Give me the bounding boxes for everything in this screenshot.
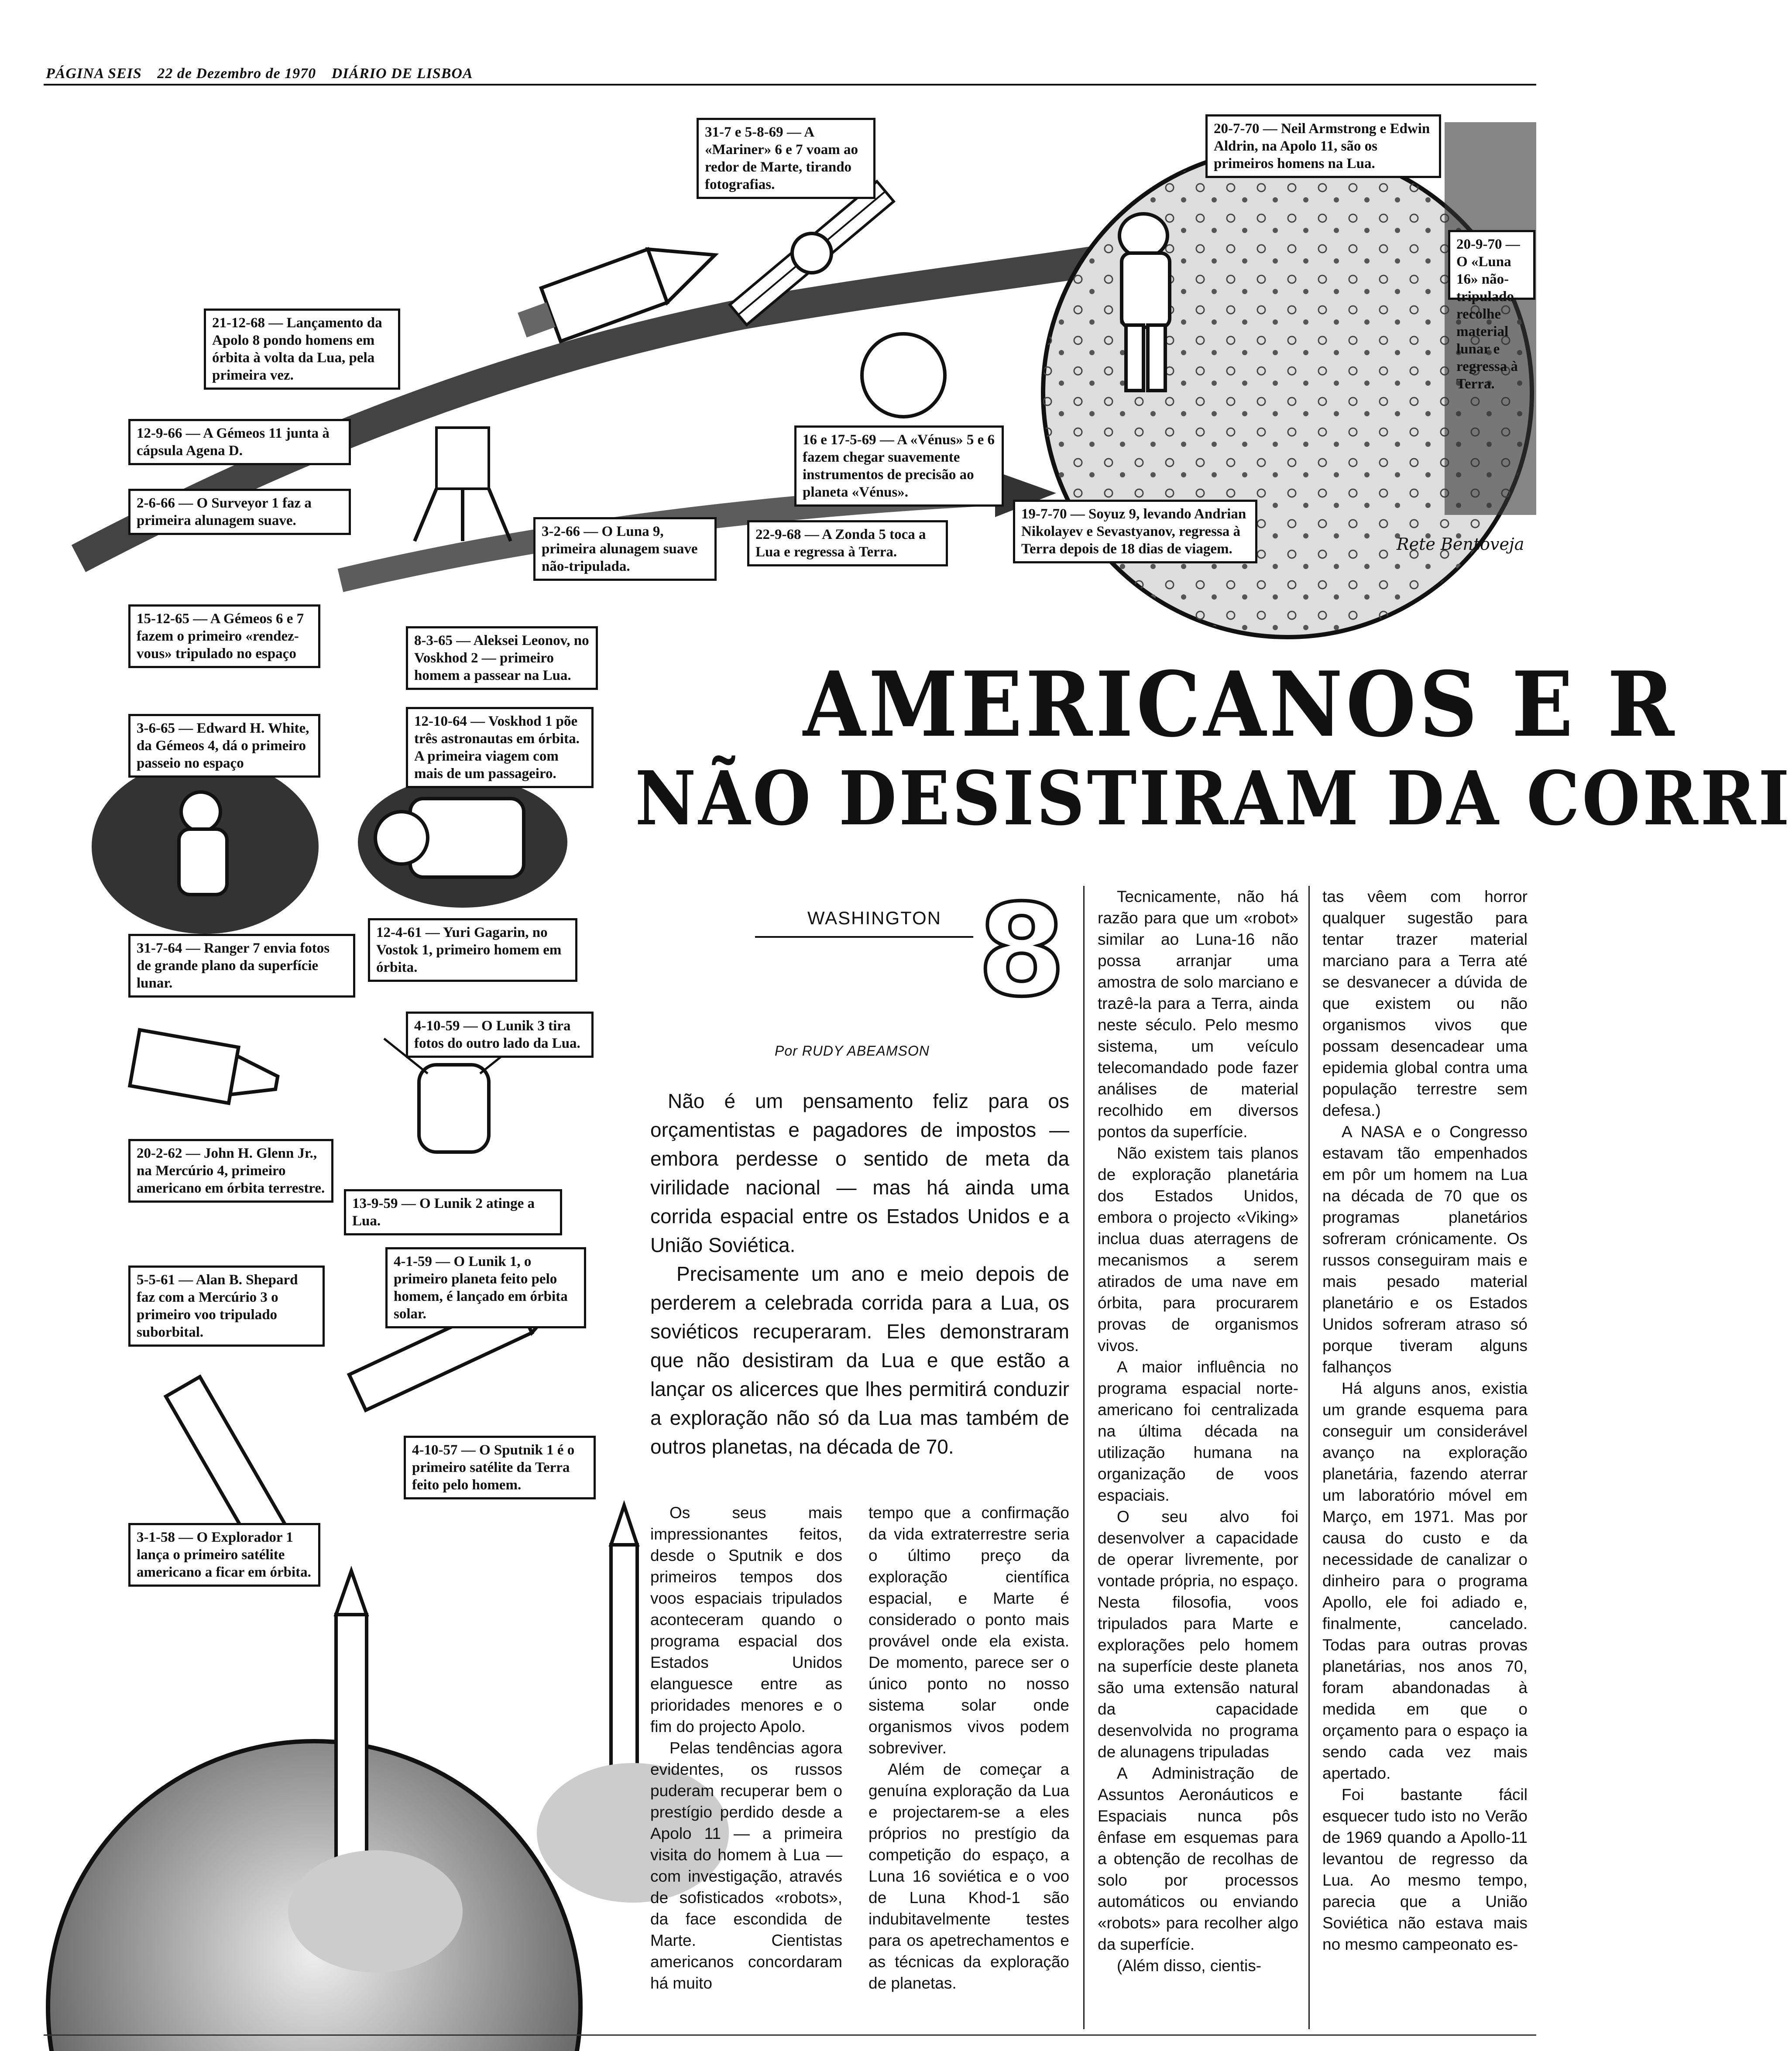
astronaut-on-moon bbox=[1119, 214, 1170, 391]
caption-shepard: 5-5-61 — Alan B. Shepard faz com a Mercúrio 3 o primeiro voo tripulado suborbital. bbox=[128, 1266, 325, 1347]
column-4-paragraph: A NASA e o Congresso estavam tão empenhados em pôr um homem na Lua na década de 70 que os programas planetários sofreram crónicamente. Os russos conseguiram mais e mais pesado material planetário e os Estados Unidos sofreram atraso só porque tiveram alguns falhanços bbox=[1322, 1123, 1528, 1376]
sputnik-rocket bbox=[611, 1506, 637, 1772]
column-2 bbox=[869, 1502, 1069, 1994]
column-3-paragraph: O seu alvo foi desenvolver a capacidade de operar livremente, por vontade própria, no espaço. Nesta filosofia, voos tripulados para Marte e explorações pelo homem na superfície deste planeta são uma extensão natural da capacidade desenvolvida no programa de alunagens tripuladas bbox=[1098, 1508, 1298, 1761]
caption-sputnik-1: 4-10-57 — O Sputnik 1 é o primeiro satélite da Terra feito pelo homem. bbox=[404, 1436, 596, 1499]
caption-apollo-8: 21-12-68 — Lançamento da Apolo 8 pondo homens em órbita à volta da Lua, pela primeira vez. bbox=[204, 309, 400, 390]
caption-luna-16: 20-9-70 — O «Luna 16» não-tripulado recolhe material lunar e regressa à Terra. bbox=[1448, 230, 1535, 300]
page-bottom-rule bbox=[44, 2034, 1536, 2036]
masthead-paper: DIÁRIO DE LISBOA bbox=[331, 65, 473, 82]
column-4 bbox=[1322, 886, 1528, 1955]
agency-logo: 8 bbox=[978, 878, 1066, 1025]
masthead bbox=[46, 65, 609, 82]
column-4-paragraph: Há alguns anos, existia um grande esquema para conseguir um considerável avanço na exploração planetária, fazendo aterrar um laboratório móvel em Março, em 1971. Mas por causa do custo e da necessidade de canalizar o dinheiro para o programa Apollo, ele foi adiado e, finalmente, cancelado. Todas para outras provas planetárias, nos anos 70, foram abandonadas à medida em que o orçamento para o espaço ia sendo cada vez mais apertado. bbox=[1322, 1379, 1528, 1782]
column-1-paragraph: Pelas tendências agora evidentes, os russos puderam recuperar bem o prestígio perdido desde a Apolo 11 — a primeira visita do homem à Lua — com investigação, através de sofisticados «robots», da face escondida de Marte. Cientistas americanos concordaram há muito bbox=[650, 1739, 842, 1992]
caption-glenn: 20-2-62 — John H. Glenn Jr., na Mercúrio 4, primeiro americano em órbita terrestre. bbox=[128, 1139, 333, 1203]
column-3 bbox=[1098, 886, 1298, 1976]
spacewalker bbox=[179, 792, 227, 895]
caption-surveyor-1: 2-6-66 — O Surveyor 1 faz a primeira alunagem suave. bbox=[128, 489, 351, 535]
caption-luna-9: 3-2-66 — O Luna 9, primeira alunagem suave não-tripulada. bbox=[533, 517, 717, 581]
caption-apollo-11: 20-7-70 — Neil Armstrong e Edwin Aldrin, na Apolo 11, são os primeiros homens na Lua. bbox=[1205, 114, 1441, 178]
caption-lunik-3: 4-10-59 — O Lunik 3 tira fotos do outro lado da Lua. bbox=[406, 1012, 594, 1058]
column-4-paragraph: tas vêem com horror qualquer sugestão para tentar trazer material marciano para a Terra até se desvanecer a dúvida de que existem ou não organismos vivos que possam desencadear uma epidemia global contra uma população terrestre sem defesa.) bbox=[1322, 888, 1528, 1119]
lead-paragraph-1: Não é um pensamento feliz para os orçamentistas e pagadores de impostos — embora perdesse o sentido de meta da virilidade nacional — mas há ainda uma corrida espacial entre os Estados Unidos e a União Soviética. bbox=[650, 1090, 1069, 1256]
column-3-paragraph: Não existem tais planos de exploração planetária dos Estados Unidos, embora o projecto «Viking» inclua duas aterragens de mecanismos a serem atirados de uma nave em órbita, para procurarem provas de organismos vivos. bbox=[1098, 1144, 1298, 1355]
dateline: WASHINGTON bbox=[807, 908, 942, 928]
vostok-capsule bbox=[375, 799, 524, 877]
caption-explorer-1: 3-1-58 — O Explorador 1 lança o primeiro satélite americano a ficar em órbita. bbox=[128, 1523, 320, 1587]
caption-voskhod-2: 8-3-65 — Aleksei Leonov, no Voskhod 2 — primeiro homem a passear na Lua. bbox=[406, 626, 598, 690]
lead-paragraph-2: Precisamente um ano e meio depois de perderem a celebrada corrida para a Lua, os soviéticos recuperaram. Eles demonstraram que não desistiram da Lua e que estão a lançar os alicerces que lhes permitirá conduzir a exploração não só da Lua mas também de outros planetas, na década de 70. bbox=[650, 1262, 1069, 1458]
caption-voskhod-1: 12-10-64 — Voskhod 1 põe três astronautas em órbita. A primeira viagem com mais de um passageiro. bbox=[406, 707, 594, 788]
caption-venus: 16 e 17-5-69 — A «Vénus» 5 e 6 fazem chegar suavemente instrumentos de precisão ao planeta «Vénus». bbox=[794, 425, 1004, 507]
caption-mariner: 31-7 e 5-8-69 — A «Mariner» 6 e 7 voam ao redor de Marte, tirando fotografias. bbox=[697, 118, 875, 199]
caption-gemini-6-7: 15-12-65 — A Gémeos 6 e 7 fazem o primeiro «rendez-vous» tripulado no espaço bbox=[128, 604, 320, 668]
caption-lunik-1: 4-1-59 — O Lunik 1, o primeiro planeta feito pelo homem, é lançado em órbita solar. bbox=[385, 1247, 586, 1328]
mercury-capsule bbox=[130, 1030, 282, 1111]
headline-line-1: AMERICANOS E R bbox=[803, 652, 1678, 757]
caption-ranger-7: 31-7-64 — Ranger 7 envia fotos de grande plano da superfície lunar. bbox=[128, 934, 355, 998]
artist-signature: Rete Bentoveja bbox=[1397, 535, 1524, 554]
column-divider bbox=[1308, 886, 1310, 2029]
caption-soyuz-9: 19-7-70 — Soyuz 9, levando Andrian Nikolayev e Sevastyanov, regressa à Terra depois de 18 dias de viagem. bbox=[1013, 500, 1257, 563]
column-3-paragraph: (Além disso, cientis- bbox=[1117, 1957, 1262, 1975]
venus-probe bbox=[862, 334, 945, 417]
masthead-date: 22 de Dezembro de 1970 bbox=[157, 65, 316, 82]
headline-line-2: NÃO DESISTIRAM DA CORRI bbox=[635, 755, 1792, 842]
masthead-page: PÁGINA SEIS bbox=[46, 65, 142, 82]
column-3-paragraph: A Administração de Assuntos Aeronáuticos e Espaciais nunca pôs ênfase em esquemas para a obtenção de recolhas de solo por processos automáticos ou enviando «robots» para recolher algo da superfície. bbox=[1098, 1764, 1298, 1953]
caption-zonda-5: 22-9-68 — A Zonda 5 toca a Lua e regressa à Terra. bbox=[747, 520, 948, 566]
column-2-paragraph: tempo que a confirmação da vida extraterrestre seria o último preço da exploração científica espacial, e Marte é considerado o ponto mais provável onde ela exista. De momento, parece ser o único ponto no nosso sistema solar onde organismos vivos podem sobreviver. bbox=[869, 1504, 1069, 1757]
byline: Por RUDY ABEAMSON bbox=[775, 1043, 930, 1059]
caption-gemini-4: 3-6-65 — Edward H. White, da Gémeos 4, dá o primeiro passeio no espaço bbox=[128, 714, 320, 778]
column-1 bbox=[650, 1502, 842, 1994]
lead-text bbox=[650, 1087, 1069, 1461]
dateline-rule bbox=[755, 936, 973, 938]
masthead-rule bbox=[44, 84, 1536, 86]
column-4-paragraph: Foi bastante fácil esquecer tudo isto no Verão de 1969 quando a Apollo-11 levantou de regresso da Lua. Ao mesmo tempo, parecia que a União Soviética não estava mais no mesmo campeonato es- bbox=[1322, 1786, 1528, 1953]
column-1-paragraph: Os seus mais impressionantes feitos, desde o Sputnik e dos primeiros tempos dos voos espaciais tripulados aconteceram quando o programa espacial dos Estados Unidos elanguesce entre as prioridades menores e o fim do projecto Apolo. bbox=[650, 1504, 842, 1735]
caption-lunik-2: 13-9-59 — O Lunik 2 atinge a Lua. bbox=[344, 1189, 562, 1235]
column-3-paragraph: Tecnicamente, não há razão para que um «robot» similar ao Luna-16 não possa arranjar uma amostra de solo marciano e trazê-la para a Terra, ainda neste século. Pelo mesmo sistema, um veículo telecomandado pode fazer análises de material recolhido em diversos pontos da superfície. bbox=[1098, 888, 1298, 1141]
caption-gemini-11: 12-9-66 — A Gémeos 11 junta à cápsula Agena D. bbox=[128, 419, 351, 465]
column-2-paragraph: Além de começar a genuína exploração da Lua e projectarem-se a eles próprios no prestígio da competição do espaço, a Luna 16 soviética e o voo de Luna Khod-1 são indubitavelmente testes para os apetrechamentos e as técnicas da exploração de planetas. bbox=[869, 1760, 1069, 1992]
column-3-paragraph: A maior influência no programa espacial norte-americano foi centralizada na última década na utilização humana na organização de voos espaciais. bbox=[1098, 1358, 1298, 1504]
explorer-rocket bbox=[336, 1571, 367, 1894]
column-divider bbox=[1083, 886, 1085, 2029]
caption-vostok-1: 12-4-61 — Yuri Gagarin, no Vostok 1, primeiro homem em órbita. bbox=[368, 918, 577, 982]
luna-lander bbox=[415, 428, 511, 541]
